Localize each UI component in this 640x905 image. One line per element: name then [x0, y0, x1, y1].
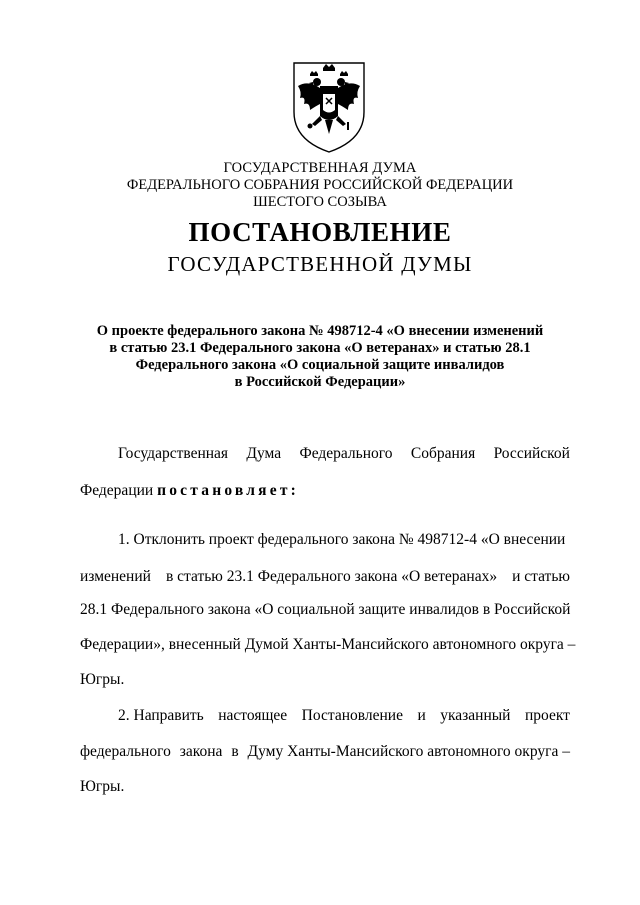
subject-line-2: в статью 23.1 Федерального закона «О ветеранах» и статью 28.1 [109, 340, 531, 356]
item-1-line-1: 1. Отклонить проект федерального закона № 498712-4 «О внесении [118, 531, 566, 548]
preamble-word: Российской [493, 445, 570, 462]
item-2-word: Постановление [301, 707, 403, 724]
item-1-text: изменений [80, 568, 151, 585]
item-2-word: проект [524, 707, 570, 724]
subject-line-4: в Российской Федерации» [234, 374, 406, 390]
item-1-line-3: 28.1 Федерального закона «О социальной защите инвалидов в Российской [80, 601, 571, 618]
subject-line-1: О проекте федерального закона № 498712-4 «О внесении изменений [96, 323, 544, 339]
item-2-line-3: Югры. [80, 778, 125, 795]
item-1-line-5: Югры. [80, 671, 125, 688]
item-2-word: и [417, 707, 426, 724]
convocation-line: ШЕСТОГО СОЗЫВА [253, 194, 387, 210]
item-2-text: в [231, 743, 239, 760]
org-name-line-1: ГОСУДАРСТВЕННАЯ ДУМА [223, 160, 417, 176]
item-2-word: 2. Направить [118, 707, 204, 724]
preamble-word: Дума [246, 445, 282, 462]
item-1-line-2 [80, 568, 570, 586]
item-2-line-1 [118, 707, 570, 725]
org-name-line-2: ФЕДЕРАЛЬНОГО СОБРАНИЯ РОССИЙСКОЙ ФЕДЕРАЦИИ [126, 177, 514, 193]
document-subtitle: ГОСУДАРСТВЕННОЙ ДУМЫ [167, 252, 473, 276]
item-1-text: в статью 23.1 Федерального закона «О ветеранах» [165, 568, 498, 585]
item-2-line-2 [80, 743, 570, 761]
preamble-word: Государственная [118, 445, 229, 462]
item-2-text: закона [179, 743, 223, 760]
item-2-word: настоящее [218, 707, 288, 724]
item-2-word: указанный [440, 707, 511, 724]
preamble-word: Федерального [299, 445, 393, 462]
resolves-keyword: постановляет: [157, 482, 299, 499]
preamble-line-2 [80, 482, 299, 500]
item-1-text: и статью [512, 568, 570, 585]
subject-line-3: Федерального закона «О социальной защите инвалидов [135, 357, 505, 373]
resolution-subject [60, 323, 580, 391]
preamble-word: Собрания [410, 445, 476, 462]
item-1-line-4: Федерации», внесенный Думой Ханты-Мансийского автономного округа – [80, 636, 576, 653]
preamble-text: Федерации [80, 482, 158, 499]
item-2-text: федерального [80, 743, 171, 760]
preamble-line-1 [118, 445, 570, 463]
document-title: ПОСТАНОВЛЕНИЕ [188, 217, 452, 247]
item-2-text: Думу Ханты-Мансийского автономного округа – [247, 743, 570, 760]
state-emblem-icon [290, 60, 368, 154]
